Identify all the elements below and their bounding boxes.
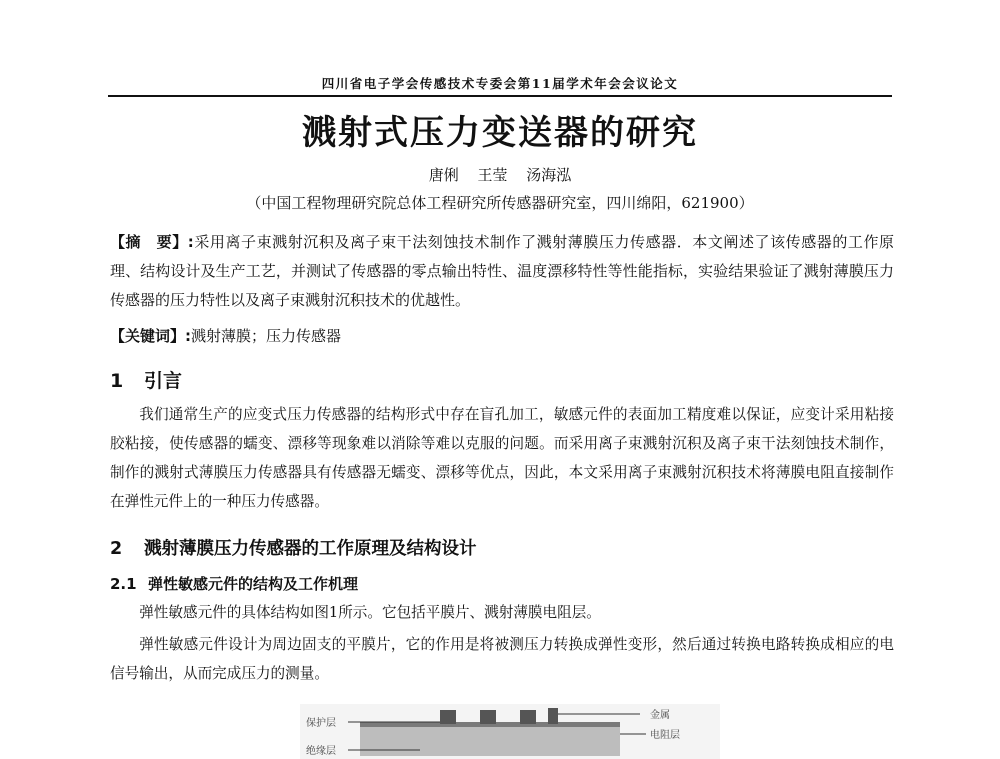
section-2-1-number: 2.1 xyxy=(110,575,137,593)
section-1-title: 引言 xyxy=(144,370,183,392)
running-header: 四川省电子学会传感技术专委会第11届学术年会会议论文 xyxy=(321,76,679,91)
keywords-label: 【关键词】: xyxy=(110,327,191,345)
figure-label-left-2: 绝缘层 xyxy=(306,746,336,757)
abstract-label: 【摘 要】: xyxy=(110,233,194,251)
affiliation: （中国工程物理研究院总体工程研究所传感器研究室，四川绵阳，621900） xyxy=(246,194,754,212)
resistor-pad-3 xyxy=(520,710,536,724)
section-1-heading xyxy=(110,366,182,393)
section-2-1-paragraph-2: 弹性敏感元件设计为周边固支的平膜片，它的作用是将被测压力转换成弹性变形，然后通过转换电路转换成相应的电信号输出，从而完成压力的测量。 xyxy=(110,636,894,682)
figure-label-left-1: 保护层 xyxy=(306,718,336,729)
paper-title: 溅射式压力变送器的研究 xyxy=(302,113,698,153)
section-2-1-paragraph-1: 弹性敏感元件的具体结构如图1所示。它包括平膜片、溅射薄膜电阻层。 xyxy=(139,604,601,621)
section-2-heading xyxy=(110,535,477,560)
keywords xyxy=(110,322,894,351)
resistor-pad-2 xyxy=(480,710,496,724)
authors: 唐俐 王莹 汤海泓 xyxy=(428,166,572,184)
section-1-number: 1 xyxy=(110,370,124,392)
keywords-text: 溅射薄膜；压力传感器 xyxy=(191,327,342,345)
abstract-text: 采用离子束溅射沉积及离子束干法刻蚀技术制作了溅射薄膜压力传感器．本文阐述了该传感器的工作原理、结构设计及生产工艺，并测试了传感器的零点输出特性、温度漂移特性等性能指标，实验结果验证了溅射薄膜压力传感器的压力特性以及离子束溅射沉积技术的优越性。 xyxy=(110,233,895,309)
section-2-title: 溅射薄膜压力传感器的工作原理及结构设计 xyxy=(144,539,477,559)
section-2-1-title: 弹性敏感元件的结构及工作机理 xyxy=(148,575,359,593)
diaphragm-shape xyxy=(360,726,620,756)
figure-1-diagram xyxy=(300,704,720,759)
figure-label-right-2: 电阻层 xyxy=(650,730,680,741)
section-2-1-heading xyxy=(110,573,358,594)
figure-1-svg xyxy=(300,704,720,759)
abstract xyxy=(110,228,894,315)
figure-label-right-1: 金属 xyxy=(650,710,670,721)
resistor-pad-1 xyxy=(440,710,456,724)
section-2-number: 2 xyxy=(110,539,123,559)
section-1-paragraph: 我们通常生产的应变式压力传感器的结构形式中存在盲孔加工，敏感元件的表面加工精度难以保证，应变计采用粘接胶粘接，使传感器的蠕变、漂移等现象难以消除等难以克服的问题。而采用离子束溅射沉积及离子束干法刻蚀技术制作，制作的溅射式薄膜压力传感器具有传感器无蠕变、漂移等优点，因此，本文采用离子束溅射沉积技术将薄膜电阻直接制作在弹性元件上的一种压力传感器。 xyxy=(110,406,894,510)
resistor-pad-4 xyxy=(548,708,558,724)
header-rule xyxy=(108,95,892,97)
